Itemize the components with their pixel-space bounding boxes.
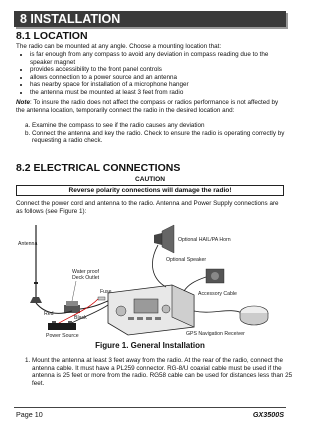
list-item: • is far enough from any compass to avoid any deviation in compass reading due to the speaker magnet xyxy=(30,51,292,66)
red-wire-label: Red xyxy=(44,311,54,317)
caution-box: Reverse polarity connections will damage the radio! xyxy=(16,185,284,196)
radio-icon xyxy=(108,285,194,335)
accessory-cable-label: Accessory Cable xyxy=(198,291,237,297)
speaker-label: Optional Speaker xyxy=(166,257,207,263)
list-item: b. Connect the antenna and key the radio. Check to ensure the radio is operating correctly by requesting a radio check. xyxy=(32,130,294,145)
model-name: GX3500S xyxy=(252,410,284,419)
gps-receiver-icon xyxy=(240,306,268,325)
footer-divider xyxy=(14,407,286,408)
list-item: • allows connection to a power source and an antenna xyxy=(30,74,292,82)
page-number: Page 10 xyxy=(16,410,43,419)
note-label: Note xyxy=(16,99,30,106)
list-item: • provides accessibility to the front panel controls xyxy=(30,66,292,74)
list-item: • the antenna must be mounted at least 3 feet from radio xyxy=(30,89,292,97)
electrical-intro: Connect the power cord and antenna to the radio. Antenna and Power Supply connections are as follows (see Figure 1): xyxy=(16,200,279,215)
antenna-label: Antenna xyxy=(18,241,38,247)
location-intro: The radio can be mounted at any angle. Choose a mounting location that: xyxy=(16,43,222,50)
figure-caption: Figure 1. General Installation xyxy=(95,341,205,350)
location-bullet-list xyxy=(22,51,292,97)
battery-icon xyxy=(48,321,76,330)
gps-receiver-label: GPS Navigation Receiver xyxy=(186,331,245,337)
deck-outlet-label-1: Water proof xyxy=(72,269,99,275)
list-item: a. Examine the compass to see if the radio causes any deviation xyxy=(32,122,294,130)
power-source-label: Power Source xyxy=(46,333,79,339)
deck-outlet-label-2: Deck Outlet xyxy=(72,275,100,281)
installation-diagram xyxy=(16,223,286,339)
list-item: 1. Mount the antenna at least 3 feet away from the radio. At the rear of the radio, connect the antenna cable. It must have a PL259 connector. RG-8/U coaxial cable must be used if the antenna is 25 feet or more from the radio. RG58 cable can be used for distances less than 25 feet. xyxy=(32,357,294,387)
list-item: • has nearby space for installation of a microphone hanger xyxy=(30,81,292,89)
instruction-list xyxy=(22,357,294,387)
horn-label: Optional HAIL/PA Horn xyxy=(178,237,231,243)
hail-horn-icon xyxy=(154,225,174,253)
antenna-icon xyxy=(30,225,42,303)
black-wire-label: Black xyxy=(74,315,87,321)
location-note xyxy=(16,99,286,114)
location-steps xyxy=(22,122,294,145)
speaker-icon xyxy=(206,269,224,283)
chapter-title: 8 INSTALLATION xyxy=(14,11,286,27)
section-heading-location: 8.1 LOCATION xyxy=(16,30,88,42)
note-text: : To insure the radio does not affect the compass or radios performance is not affected by the antenna location, temporarily connect the radio in the desired location and: xyxy=(16,99,279,114)
fuse-icon xyxy=(98,297,105,300)
section-heading-electrical: 8.2 ELECTRICAL CONNECTIONS xyxy=(16,162,181,174)
caution-label: CAUTION xyxy=(134,176,166,183)
fuse-label: Fuse xyxy=(100,289,112,295)
